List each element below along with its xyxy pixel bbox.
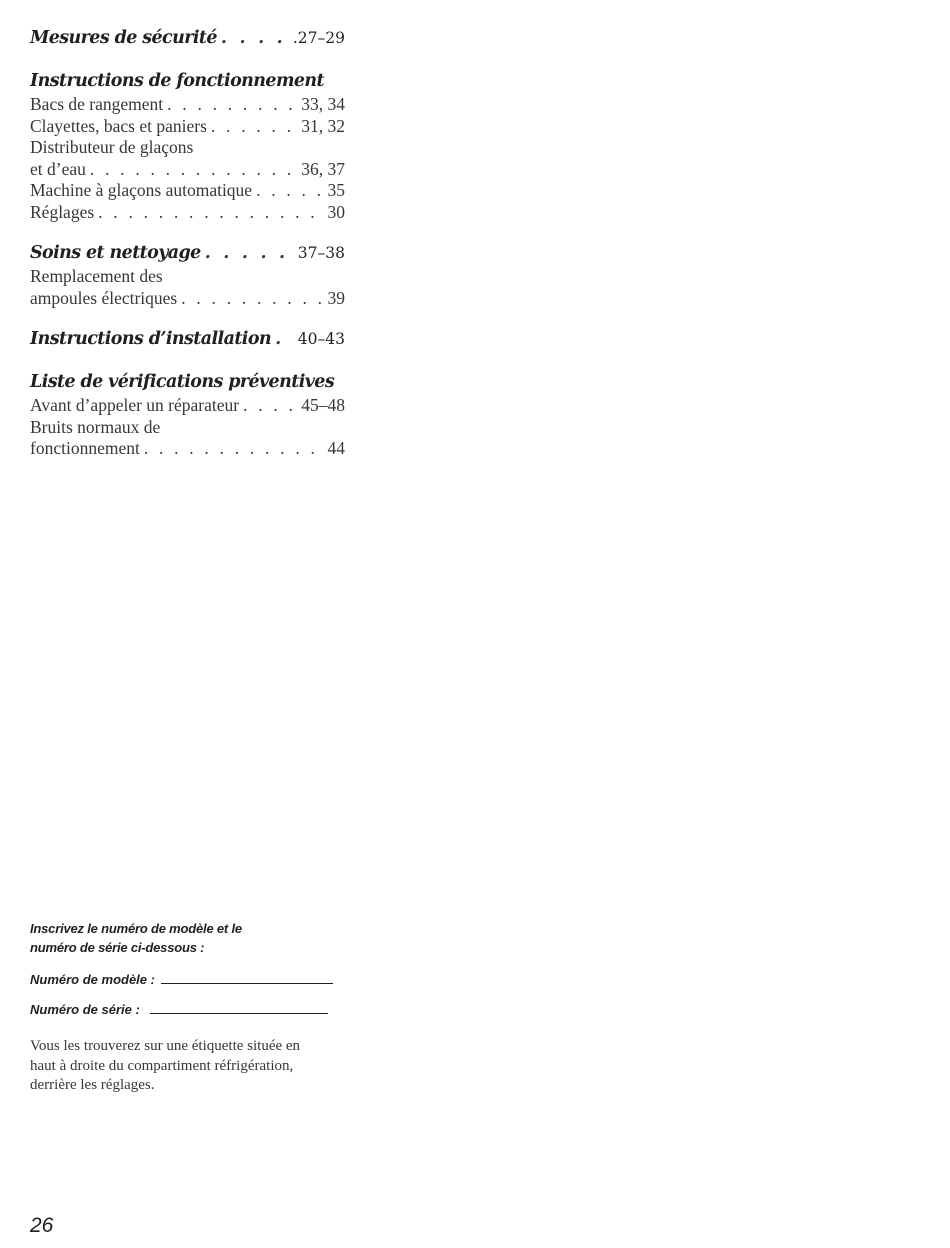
toc-section-installation <box>30 327 345 352</box>
dot-leader <box>181 288 324 310</box>
page-number: 26 <box>30 1214 54 1237</box>
toc-entry[interactable] <box>30 159 345 181</box>
toc-heading-pages: 37–38 <box>297 244 345 262</box>
toc-entry-label: Distributeur de glaçons <box>30 137 194 157</box>
dot-leader <box>98 202 324 224</box>
toc-heading-pages: 40–43 <box>297 330 345 348</box>
note-line: haut à droite du compartiment réfrigération, <box>30 1057 294 1074</box>
toc-entry-label: Clayettes, bacs et paniers <box>30 115 207 136</box>
toc-heading-title: Mesures de sécurité <box>30 28 217 48</box>
toc-heading-title: Instructions de fonctionnement <box>30 71 325 91</box>
toc-heading-title: Soins et nettoyage <box>30 243 201 263</box>
serial-number-field[interactable] <box>150 1001 328 1014</box>
toc-heading-title: Instructions d’installation <box>30 329 272 349</box>
toc-entry-pages: 35 <box>327 180 345 200</box>
dot-leader <box>256 180 324 202</box>
dot-leader <box>243 395 298 417</box>
serial-number-label: Numéro de série : <box>30 1002 140 1017</box>
toc-entry-pages: 31, 32 <box>301 115 345 136</box>
model-number-label: Numéro de modèle : <box>30 972 155 987</box>
toc-heading-pages: .27–29 <box>292 29 345 47</box>
toc-section-operating <box>30 69 345 223</box>
toc-entry-pages: 44 <box>327 438 345 458</box>
toc-entry[interactable] <box>30 202 345 224</box>
dot-leader <box>90 159 298 181</box>
toc-entry-pages: 30 <box>327 201 345 222</box>
toc-entry[interactable] <box>30 116 345 138</box>
toc-entry-label: et d’eau <box>30 158 86 179</box>
toc-section-care <box>30 241 345 309</box>
toc-entry-label: Bacs de rangement <box>30 94 164 114</box>
toc-entry[interactable] <box>30 288 345 310</box>
toc-section-troubleshooting <box>30 370 345 460</box>
model-number-field[interactable] <box>161 971 333 984</box>
toc-heading[interactable] <box>30 370 345 395</box>
toc-heading[interactable] <box>30 26 345 51</box>
toc-entry[interactable] <box>30 180 345 202</box>
toc-entry-pages: 45–48 <box>301 395 345 415</box>
toc-entry-label: Avant d’appeler un réparateur <box>30 395 240 415</box>
model-serial-record <box>30 920 365 1096</box>
toc-entry-pages: 39 <box>327 287 345 308</box>
toc-heading[interactable] <box>30 69 345 94</box>
toc-entry[interactable] <box>30 395 345 417</box>
table-of-contents <box>30 26 345 478</box>
dot-leader <box>211 116 298 138</box>
toc-entry[interactable] <box>30 94 345 116</box>
serial-number-row <box>30 1001 365 1017</box>
dot-leader <box>275 327 295 352</box>
toc-entry-label: Bruits normaux de <box>30 416 161 437</box>
dot-leader <box>205 241 295 266</box>
record-intro-line: numéro de série ci-dessous : <box>30 939 205 955</box>
toc-entry-label: fonctionnement <box>30 438 140 458</box>
toc-heading[interactable] <box>30 327 345 352</box>
toc-entry-label: Remplacement des <box>30 266 163 286</box>
toc-entry-label: Machine à glaçons automatique <box>30 180 253 200</box>
toc-entry-label: Réglages <box>30 201 95 222</box>
toc-entry[interactable] <box>30 438 345 460</box>
toc-entry-label: ampoules électriques <box>30 287 178 308</box>
toc-entry-pages: 33, 34 <box>301 94 345 114</box>
model-number-row <box>30 971 365 987</box>
toc-entry-pages: 36, 37 <box>301 158 345 179</box>
note-line: derrière les réglages. <box>30 1077 155 1093</box>
dot-leader <box>221 26 290 51</box>
dot-leader <box>144 438 325 460</box>
toc-heading[interactable] <box>30 241 345 266</box>
record-intro-line: Inscrivez le numéro de modèle et le <box>30 921 242 936</box>
dot-leader <box>167 94 298 116</box>
toc-heading-title: Liste de vérifications préventives <box>30 372 335 392</box>
note-line: Vous les trouverez sur une étiquette située en <box>30 1038 301 1054</box>
location-note <box>30 1037 365 1096</box>
toc-section-safety <box>30 26 345 51</box>
